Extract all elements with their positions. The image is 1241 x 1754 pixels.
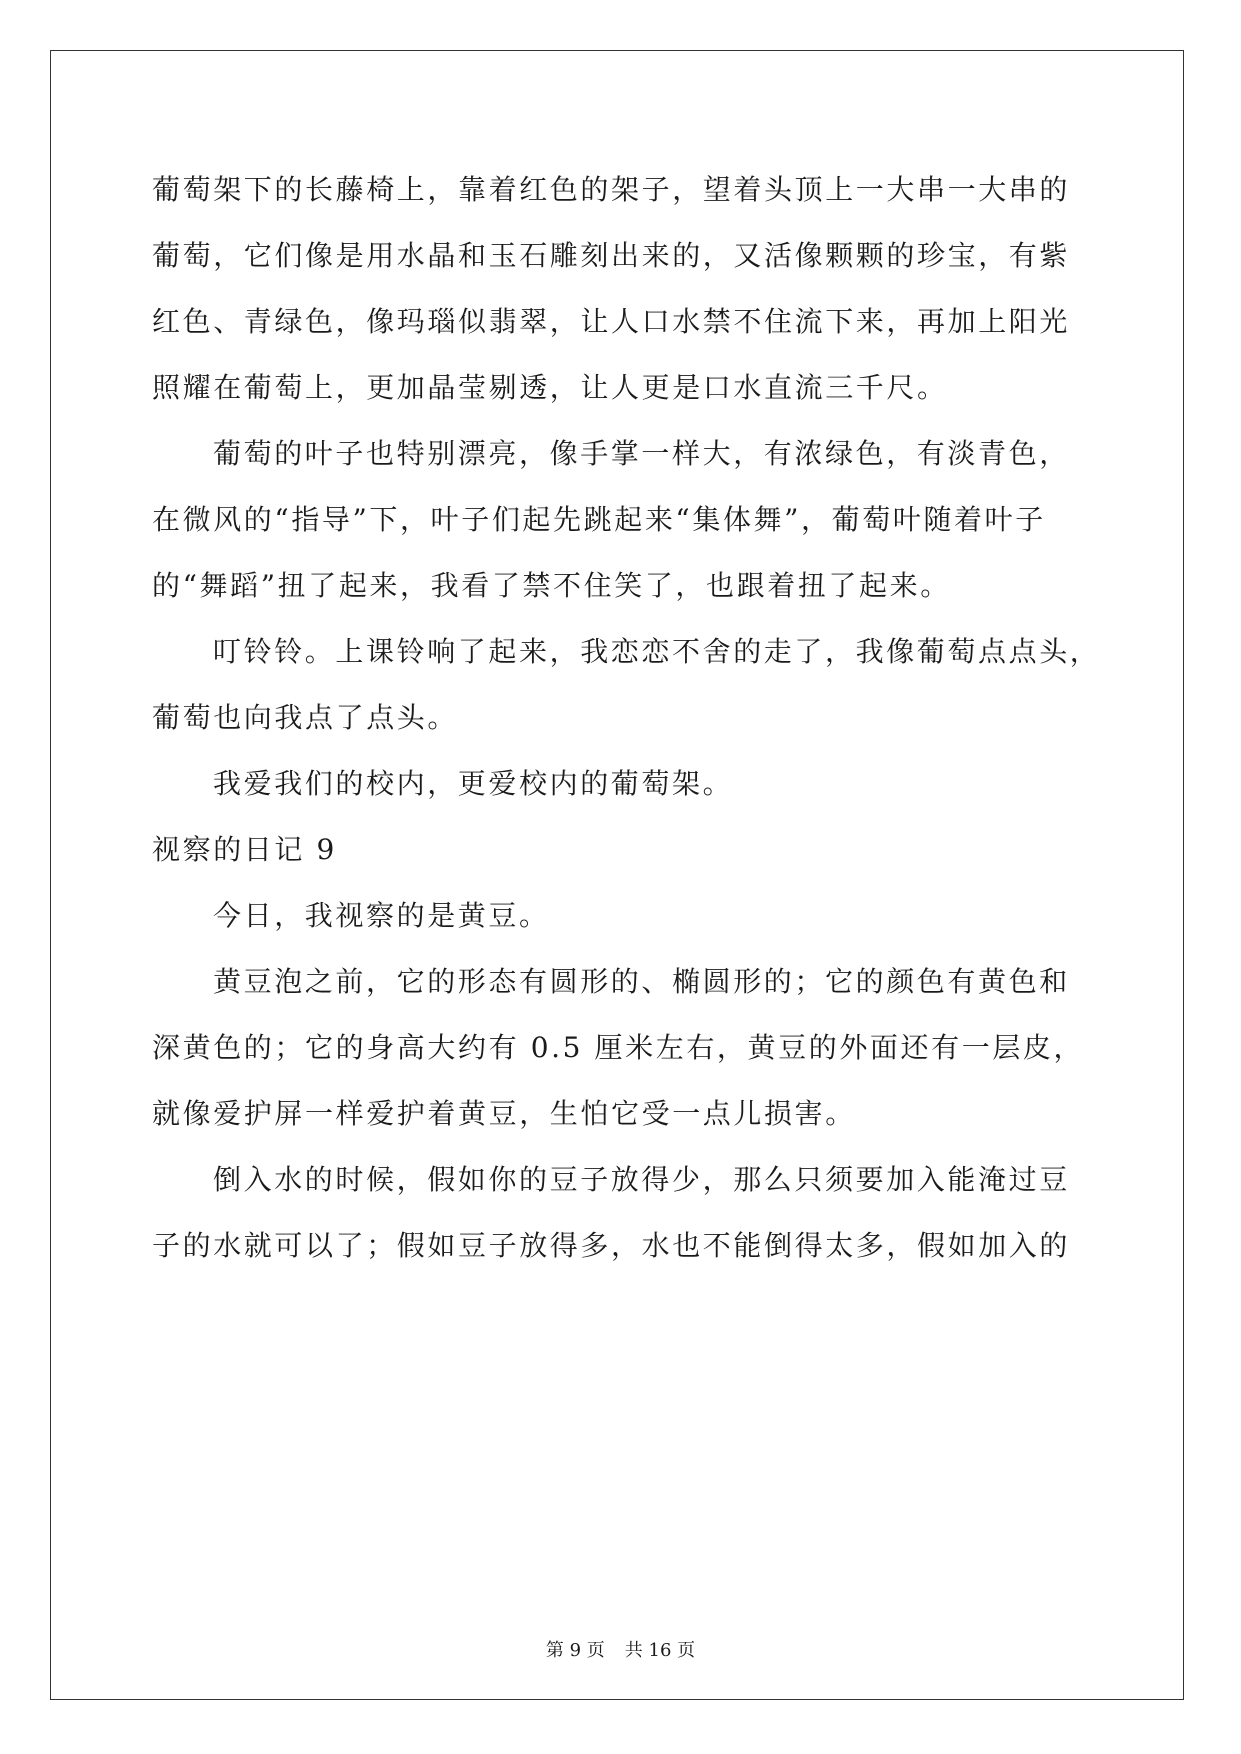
text-line: 红色、青绿色，像玛瑙似翡翠，让人口水禁不住流下来，再加上阳光 bbox=[152, 305, 1071, 338]
page-number: 第 9 页 bbox=[545, 1640, 605, 1661]
page-border bbox=[50, 50, 1184, 1700]
text-line: 葡萄，它们像是用水晶和玉石雕刻出来的，又活像颗颗的珍宝，有紫 bbox=[152, 239, 1071, 272]
text-line: 就像爱护屏一样爱护着黄豆，生怕它受一点儿损害。 bbox=[152, 1097, 856, 1130]
text-line: 葡萄也向我点了点头。 bbox=[152, 701, 459, 734]
text-line: 深黄色的；它的身高大约有 0.5 厘米左右，黄豆的外面还有一层皮， bbox=[152, 1031, 1085, 1064]
page-footer bbox=[0, 1639, 1241, 1663]
page-total: 共 16 页 bbox=[624, 1640, 696, 1661]
text-line: 的“舞蹈”扭了起来，我看了禁不住笑了，也跟着扭了起来。 bbox=[152, 569, 951, 602]
text-line: 叮铃铃。上课铃响了起来，我恋恋不舍的走了，我像葡萄点点头， bbox=[213, 635, 1101, 668]
text-line: 在微风的“指导”下，叶子们起先跳起来“集体舞”，葡萄叶随着叶子 bbox=[152, 503, 1046, 536]
text-line: 黄豆泡之前，它的形态有圆形的、椭圆形的；它的颜色有黄色和 bbox=[213, 965, 1070, 998]
text-line: 葡萄架下的长藤椅上，靠着红色的架子，望着头顶上一大串一大串的 bbox=[152, 173, 1071, 206]
text-line: 葡萄的叶子也特别漂亮，像手掌一样大，有浓绿色，有淡青色， bbox=[213, 437, 1070, 470]
text-line: 今日，我视察的是黄豆。 bbox=[213, 899, 550, 932]
text-line: 子的水就可以了；假如豆子放得多，水也不能倒得太多，假如加入的 bbox=[152, 1229, 1071, 1262]
section-heading: 视察的日记 9 bbox=[152, 833, 337, 866]
text-line: 我爱我们的校内，更爱校内的葡萄架。 bbox=[213, 767, 734, 800]
text-line: 倒入水的时候，假如你的豆子放得少，那么只须要加入能淹过豆 bbox=[213, 1163, 1070, 1196]
text-line: 照耀在葡萄上，更加晶莹剔透，让人更是口水直流三千尺。 bbox=[152, 371, 948, 404]
